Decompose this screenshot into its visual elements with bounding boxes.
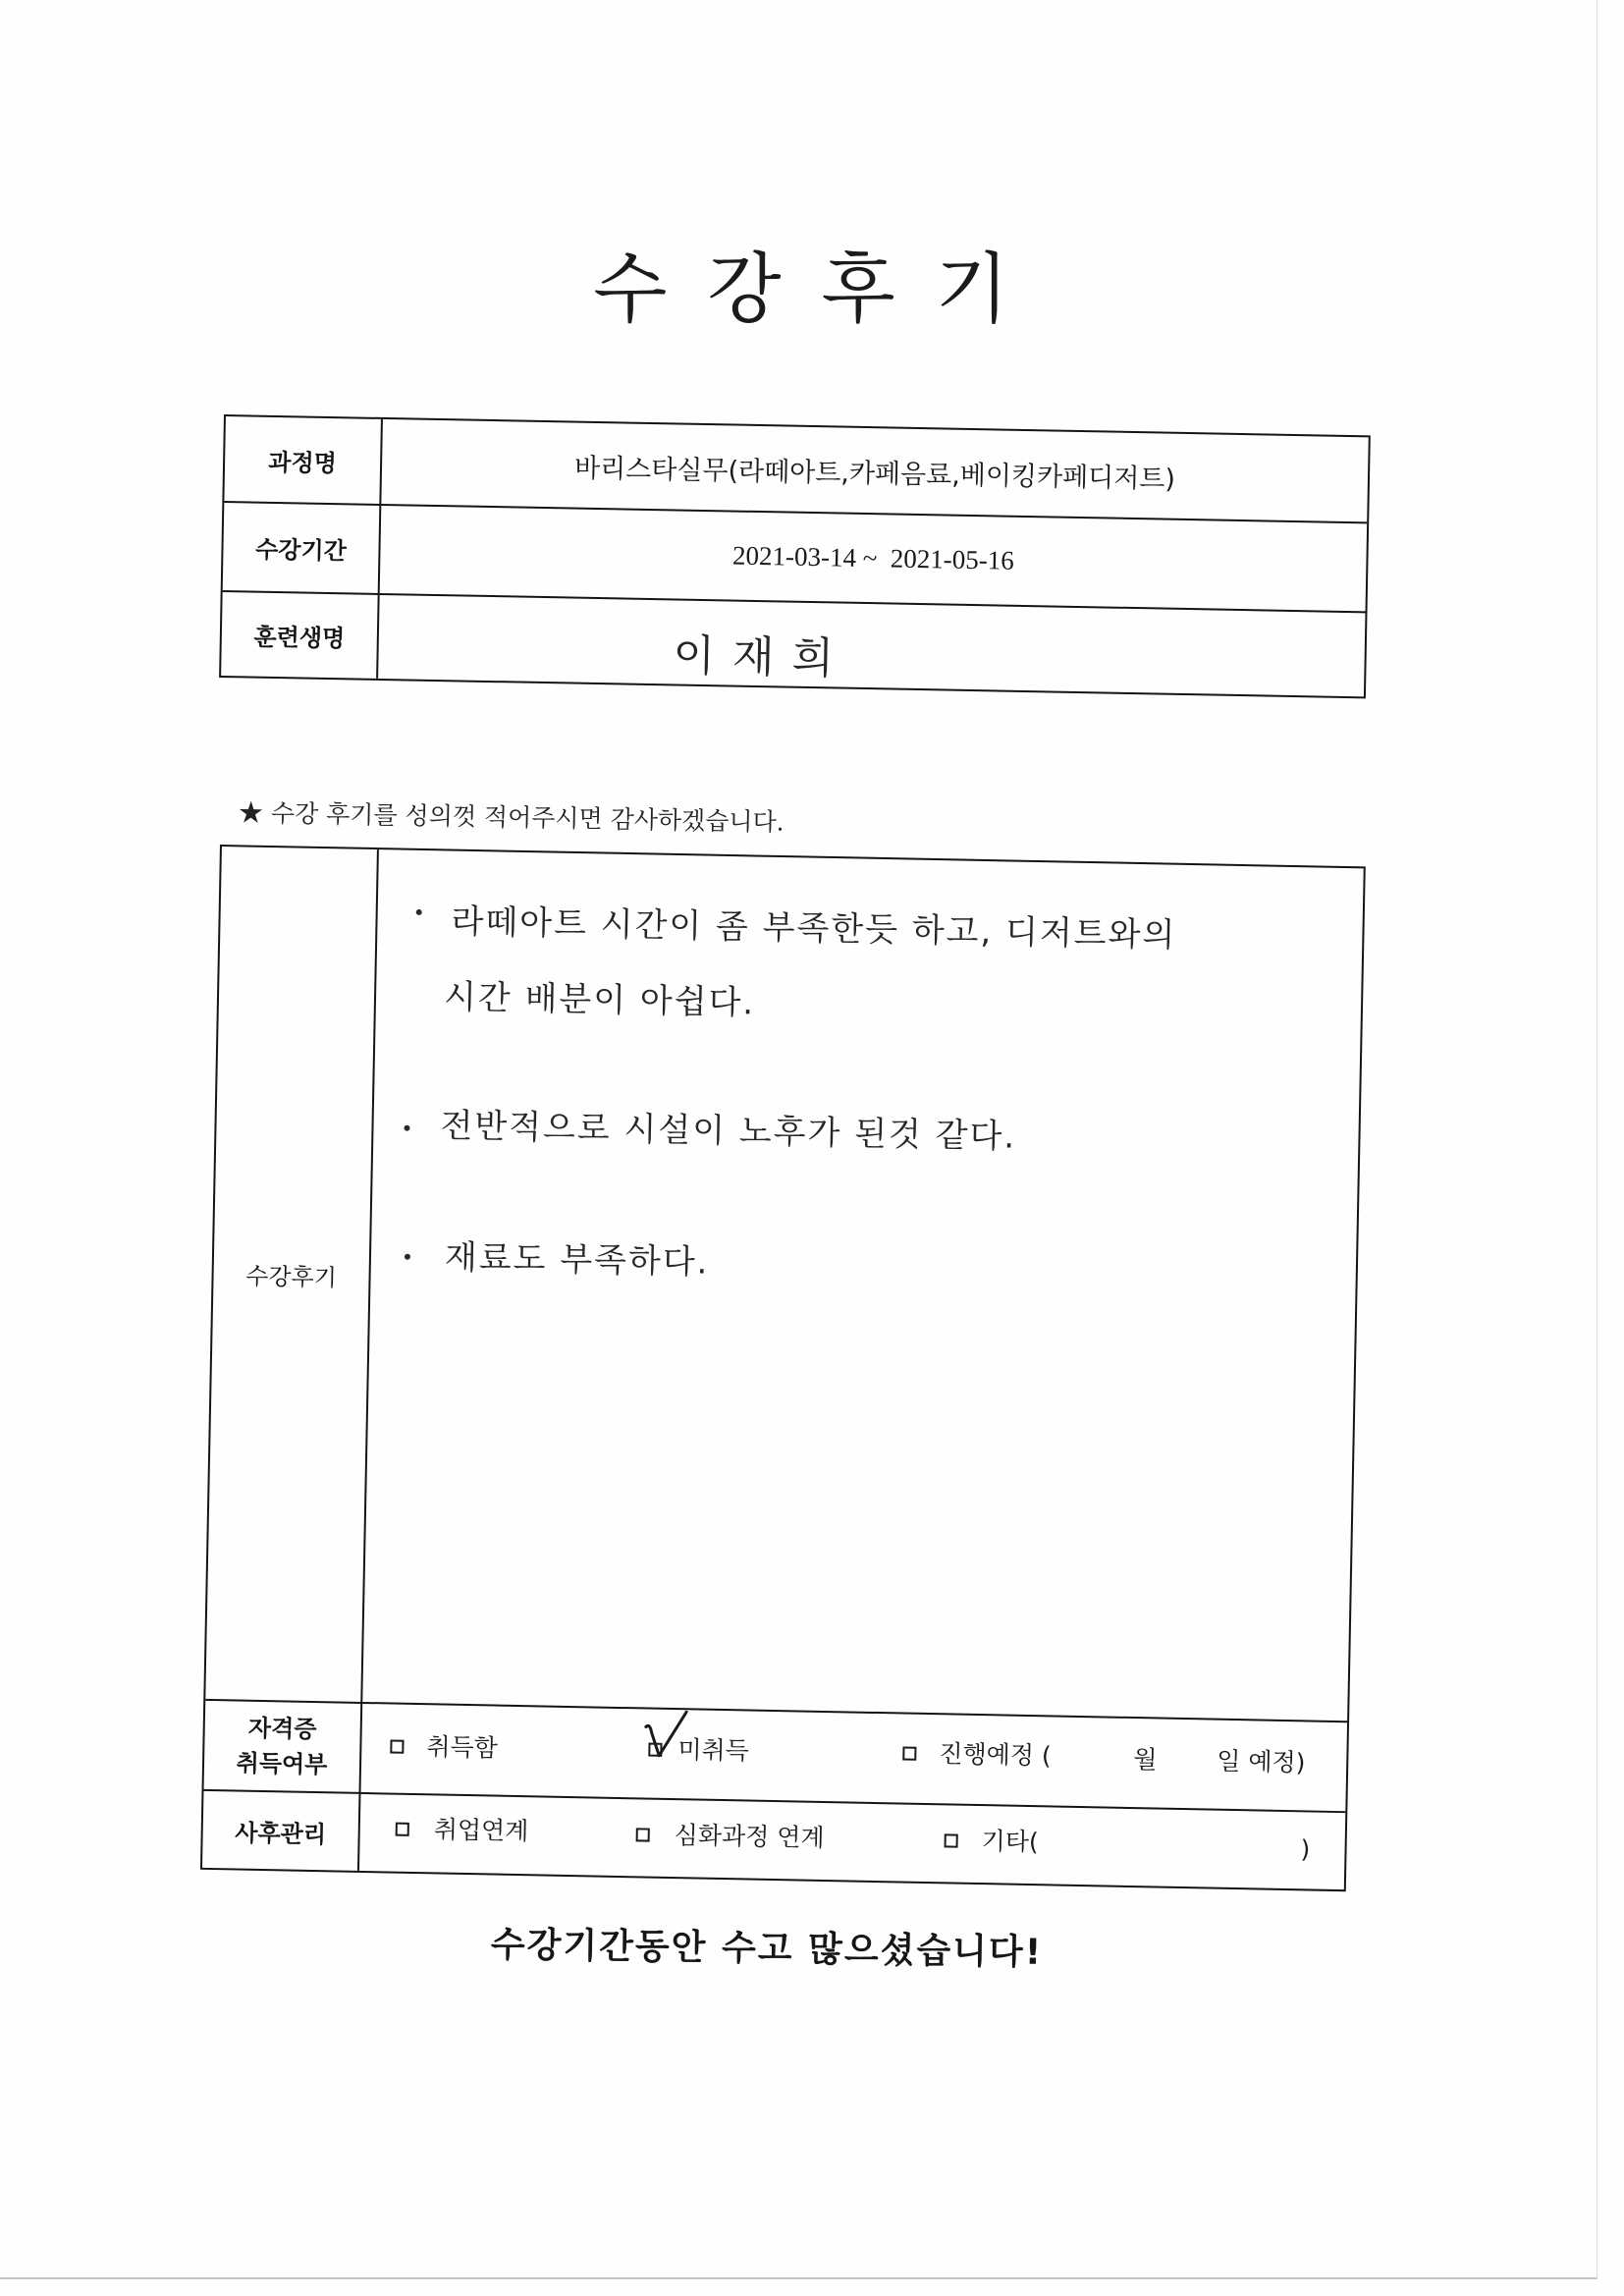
review-line-1: 라떼아트 시간이 좀 부족한듯 하고, 디저트와의	[451, 902, 1177, 956]
trainee-name-label: 훈련생명	[221, 592, 380, 679]
checkbox-scheduled	[902, 1747, 916, 1761]
option-other-label: 기타(	[981, 1827, 1039, 1857]
notice-text: ★ 수강 후기를 성의껏 적어주시면 감사하겠습니다.	[238, 798, 785, 837]
bullet-dot	[404, 1125, 409, 1131]
review-line-3: 전반적으로 시설이 노후가 된것 같다.	[440, 1106, 1017, 1157]
review-label: 수강후기	[205, 847, 379, 1704]
checkbox-other	[945, 1833, 958, 1847]
option-other-close-paren: )	[1300, 1834, 1311, 1864]
certificate-label	[203, 1701, 362, 1794]
option-not-acquired-label: 미취득	[677, 1735, 750, 1766]
option-scheduled-label: 진행예정 (	[939, 1739, 1052, 1771]
course-name-value: 바리스타실무(라떼아트,카페음료,베이킹카페디저트)	[573, 453, 1176, 495]
checkbox-advanced-course	[636, 1828, 650, 1841]
aftercare-label: 사후관리	[202, 1791, 360, 1871]
certificate-label-line-1: 자격증	[247, 1714, 317, 1744]
review-body	[362, 849, 1364, 1722]
course-period-label: 수강기간	[223, 503, 382, 595]
review-line-4: 재료도 부족하다.	[444, 1237, 710, 1283]
option-scheduled-day: 일 예정)	[1216, 1746, 1306, 1777]
page-title: 수 강 후 기	[593, 246, 1017, 334]
option-scheduled-month: 월	[1133, 1745, 1158, 1775]
trainee-name-value-cell	[378, 595, 1365, 696]
bullet-dot	[405, 1254, 410, 1260]
checkbox-acquired	[390, 1739, 404, 1753]
closing-message: 수강기간동안 수고 많으셨습니다!	[490, 1925, 1044, 1973]
course-name-label: 과정명	[224, 416, 383, 506]
review-line-2: 시간 배분이 아쉽다.	[443, 977, 756, 1023]
trainee-name-handwritten: 이 재 희	[673, 629, 837, 683]
checkbox-job-link	[396, 1823, 409, 1836]
option-job-link-label: 취업연계	[433, 1815, 529, 1846]
course-info-table	[219, 414, 1371, 698]
course-period-value: 2021-03-14 ~ 2021-05-16	[731, 540, 1015, 575]
bullet-dot	[416, 909, 422, 915]
option-advanced-course-label: 심화과정 연계	[674, 1821, 825, 1853]
certificate-label-line-2: 취득여부	[236, 1749, 328, 1779]
review-table	[200, 845, 1366, 1891]
scan-edge-bottom	[0, 2277, 1597, 2279]
option-acquired-label: 취득함	[426, 1732, 499, 1763]
